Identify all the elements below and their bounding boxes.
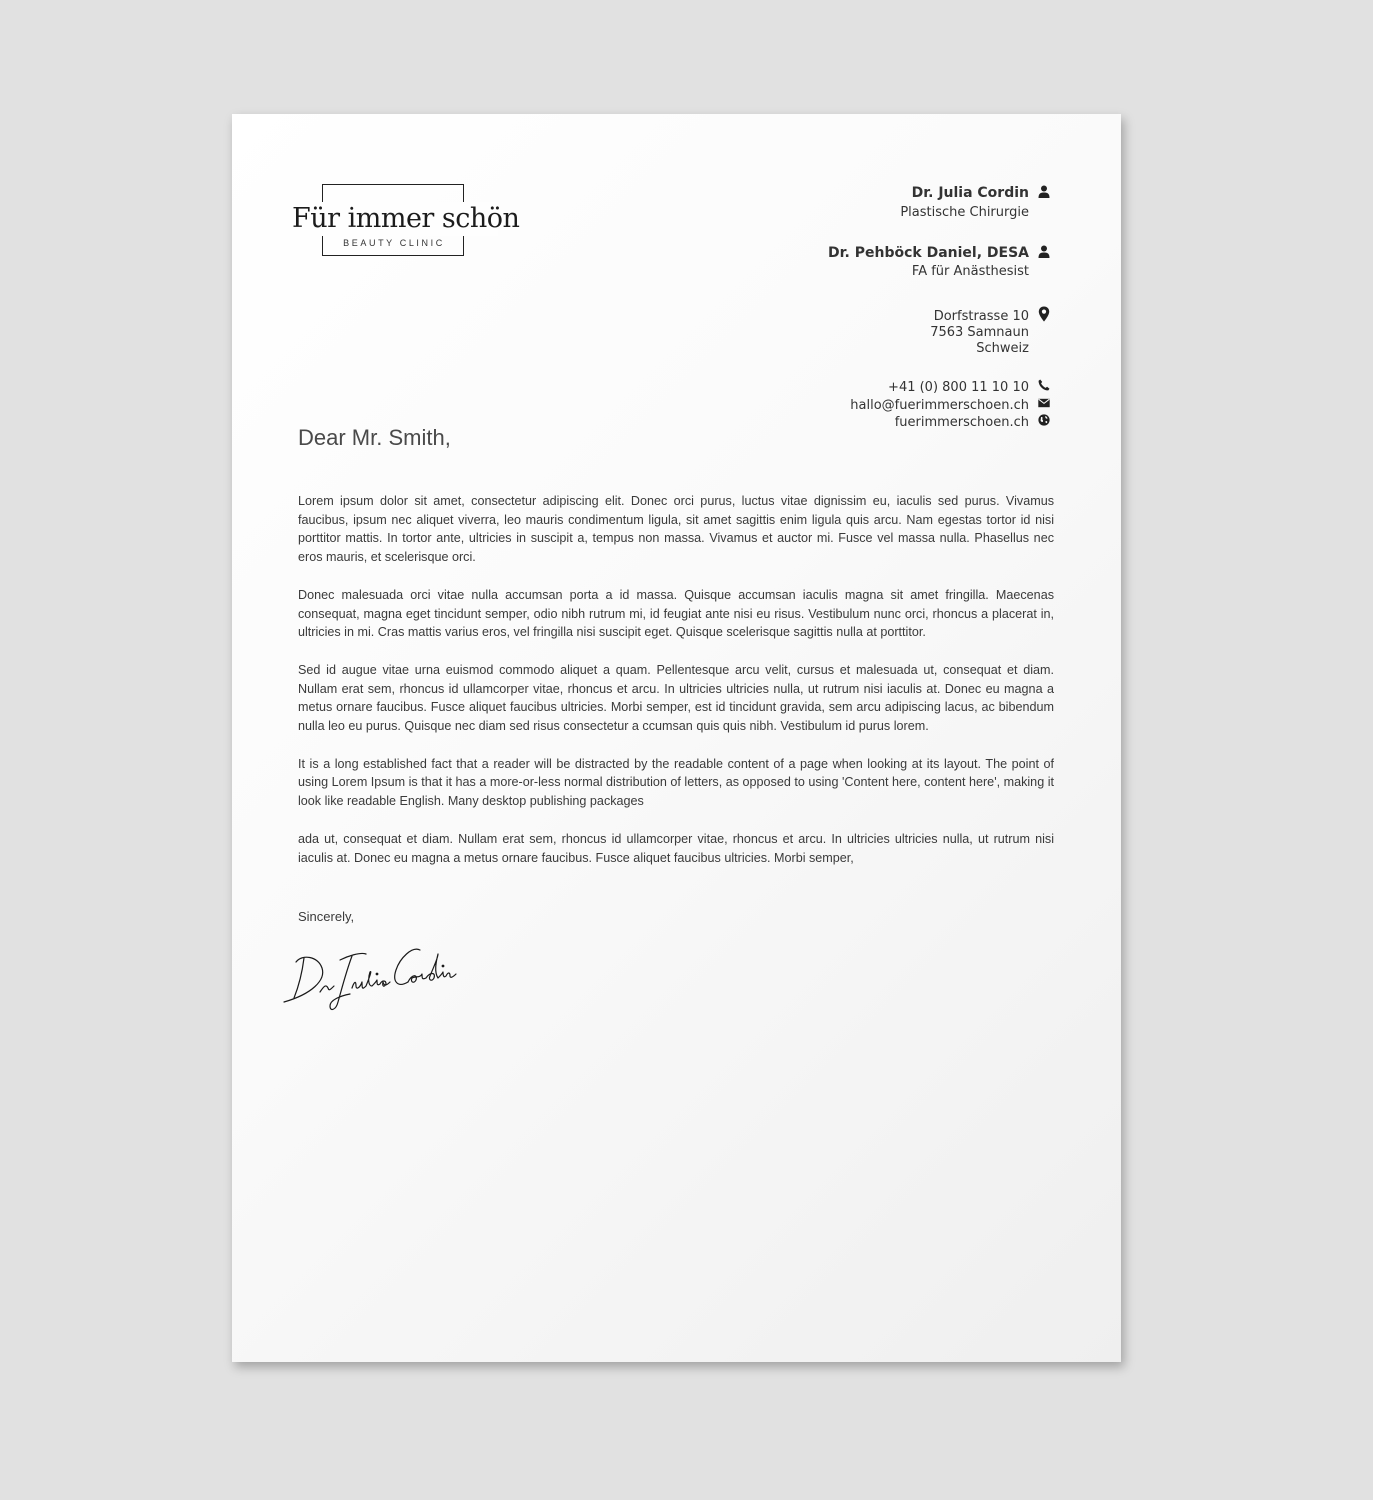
doctor-1-role: Plastische Chirurgie — [900, 205, 1029, 220]
doctor-2-role: FA für Anästhesist — [911, 264, 1029, 279]
doctor-1-role-row — [900, 201, 1051, 220]
letter-body — [298, 492, 1054, 886]
location-pin-icon — [1037, 307, 1051, 321]
doctor-2-role-row — [912, 260, 1051, 279]
logo-subtitle: BEAUTY CLINIC — [343, 238, 445, 248]
address-country-row — [976, 337, 1051, 356]
doctor-2-name-row — [828, 242, 1051, 261]
mail-icon — [1037, 396, 1051, 410]
doctor-1-name: Dr. Julia Cordin — [911, 185, 1029, 201]
handwritten-signature — [282, 936, 472, 1016]
address-country: Schweiz — [976, 341, 1029, 356]
clinic-logo — [292, 184, 520, 260]
address-street: Dorfstrasse 10 — [933, 309, 1029, 324]
letter-greeting: Dear Mr. Smith, — [298, 425, 451, 450]
website-url[interactable]: fuerimmerschoen.ch — [894, 415, 1029, 430]
letter-paragraph: Donec malesuada orci vitae nulla accumsan porta a id massa. Quisque accumsan iaculis magna sit amet fringilla. Maecenas consequat, magna eget tincidunt semper, odio nibh rutrum mi, id feugiat ante nisi eu risus. Vestibulum nunc orci, rhoncus a placerat in, ultricies in mi. Cras mattis varius eros, vel fringilla nisi suscipit eget. Quisque scelerisque sagittis nulla at porttitor. — [298, 587, 1054, 640]
address-city: 7563 Samnaun — [930, 325, 1029, 340]
email-address[interactable]: hallo@fuerimmerschoen.ch — [850, 398, 1029, 413]
letter-paragraph: ada ut, consequat et diam. Nullam erat sem, rhoncus id ullamcorper vitae, rhoncus et arcu. In ultricies ultricies nulla, ut rutrum nisi iaculis at. Donec eu magna a metus ornare faucibus. Fusce aliquet faucibus ultricies. Morbi semper, — [298, 831, 1054, 865]
letter-paragraph: Sed id augue vitae urna euismod commodo aliquet a quam. Pellentesque arcu velit, cursus et malesuada ut, consequat et diam. Nullam erat sem, rhoncus id ullamcorper vitae, rhoncus et arcu. In ultricies ultricies nulla, ut rutrum nisi iaculis at. Donec eu magna a metus ornare faucibus. Fusce aliquet faucibus ultricies. Morbi semper, est id tincidunt gravida, sem arcu adipiscing lacus, ac bibendum nulla leo eu purus. Quisque nec diam sed risus consectetur a ccumsan quis quis nibh. Vestibulum id purus lorem. — [298, 662, 1054, 734]
letter-sheet — [232, 114, 1121, 1362]
website-row — [895, 411, 1051, 430]
person-icon — [1037, 244, 1051, 258]
phone-number: +41 (0) 800 11 10 10 — [888, 380, 1029, 395]
phone-icon — [1037, 378, 1051, 392]
letter-closing: Sincerely, — [298, 909, 355, 924]
logo-title: Für immer schön — [292, 203, 520, 234]
phone-row — [888, 376, 1051, 395]
letter-paragraph: Lorem ipsum dolor sit amet, consectetur adipiscing elit. Donec orci purus, luctus vitae dignissim eu, iaculis sed purus. Vivamus faucibus, ipsum nec aliquet viverra, leo mauris condimentum ligula, sit amet sagittis enim ligula quis arcu. Nam egestas tortor id nisi porttitor mattis. In tortor ante, ultricies in suscipit a, tempus non massa. Vivamus et auctor mi. Fusce vel massa nulla. Phasellus nec eros mauris, et scelerisque orci. — [298, 494, 1054, 565]
doctor-2-name: Dr. Pehböck Daniel, DESA — [828, 245, 1029, 261]
person-icon — [1037, 184, 1051, 198]
globe-icon — [1037, 413, 1051, 427]
letter-paragraph: It is a long established fact that a reader will be distracted by the readable content of a page when looking at its layout. The point of using Lorem Ipsum is that it has a more-or-less normal distribution of letters, as opposed to using 'Content here, content here', making it look like readable English. Many desktop publishing packages — [298, 756, 1054, 809]
doctor-1-name-row — [912, 182, 1051, 201]
